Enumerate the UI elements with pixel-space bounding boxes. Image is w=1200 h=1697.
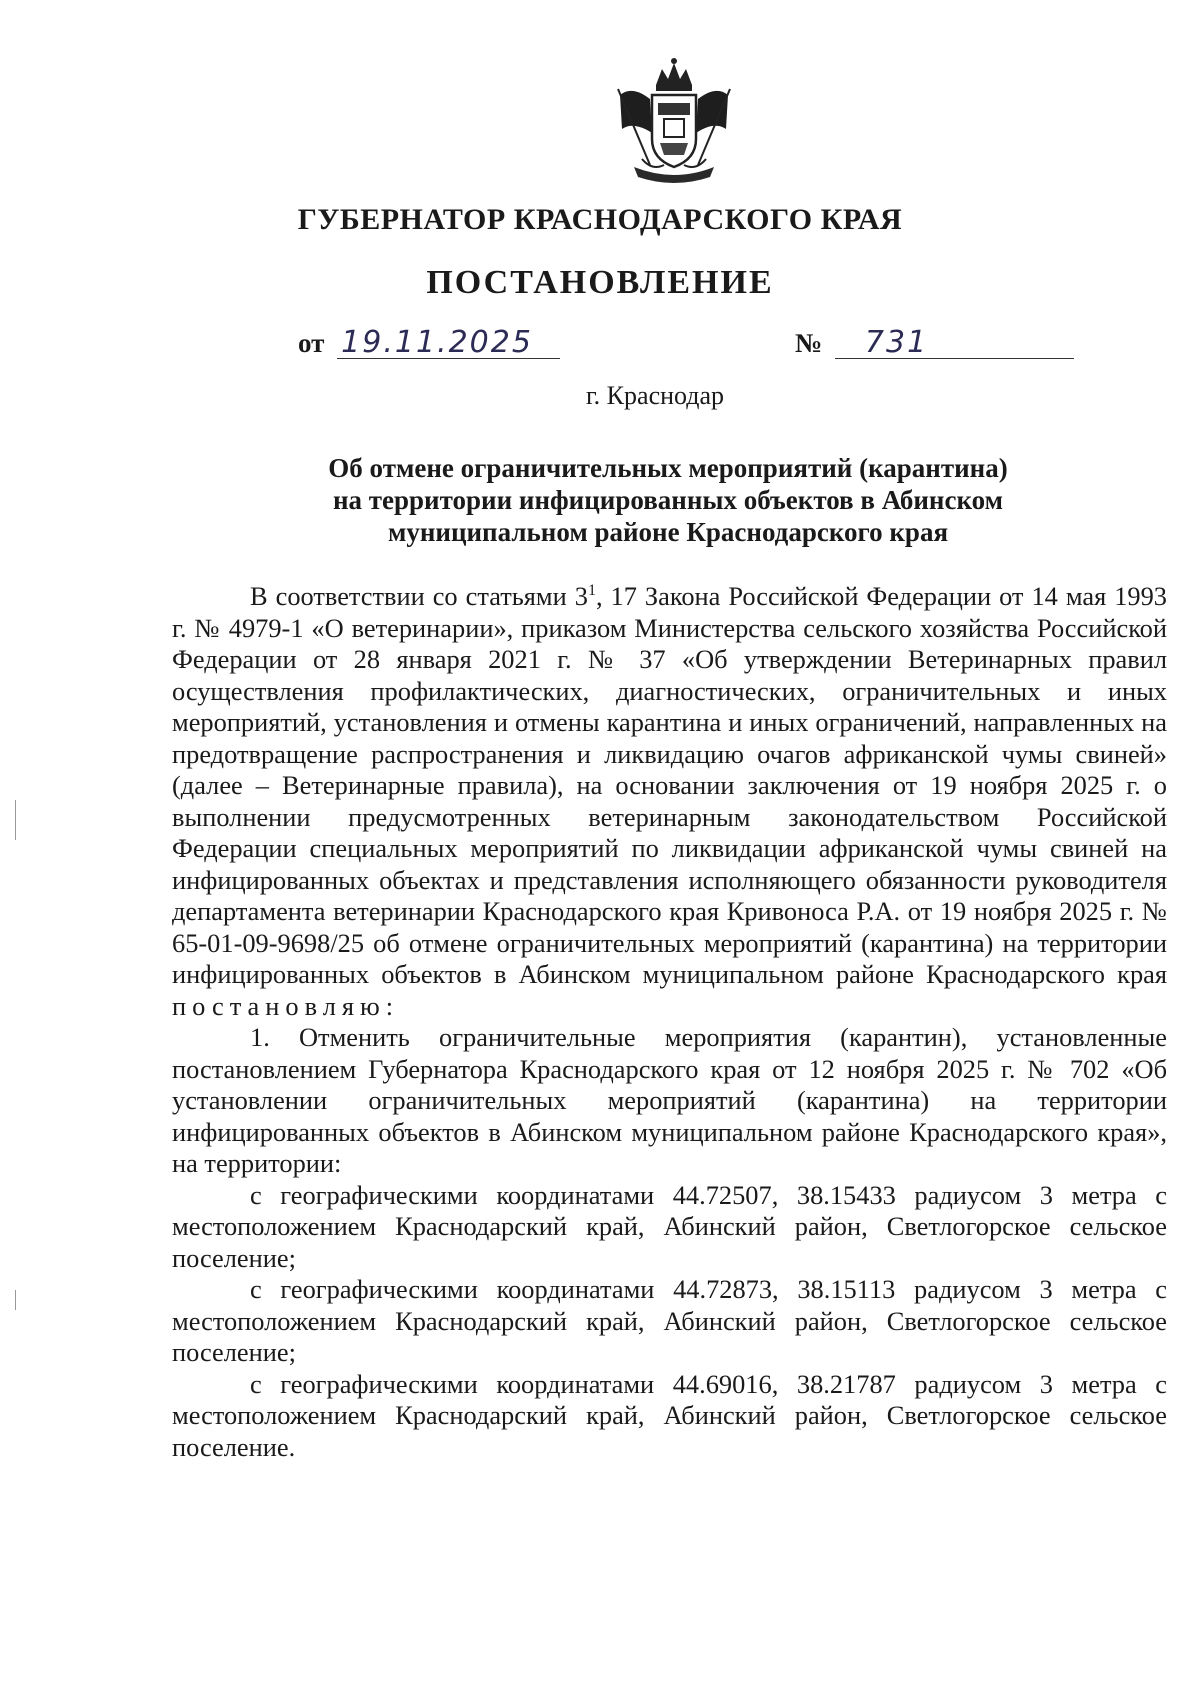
coat-of-arms-emblem	[612, 55, 736, 187]
coordinates-paragraph: с географическими координатами 44.69016, 38.21787 радиусом 3 метра с местоположением Краснодарский край, Абинский район, Светлогорское сельское поселение.	[172, 1368, 1167, 1462]
title-line: на территории инфицированных объектов в Абинском	[332, 485, 1004, 515]
preamble-paragraph	[172, 581, 1167, 1022]
preamble-text: В соответствии со статьями 3	[250, 581, 588, 611]
date-prefix: от	[298, 328, 325, 358]
scan-mark	[15, 1290, 16, 1310]
number-prefix: №	[795, 328, 823, 358]
coordinates-paragraph: с географическими координатами 44.72873, 38.15113 радиусом 3 метра с местоположением Краснодарский край, Абинский район, Светлогорское сельское поселение;	[172, 1274, 1167, 1367]
article-superscript: 1	[587, 582, 596, 600]
scan-mark	[15, 800, 16, 840]
clause-paragraph: 1. Отменить ограничительные мероприятия (карантин), установленные постановлением Губернатора Краснодарского края от 12 ноября 2025 г. № 702 «Об установлении ограничительных мероприятий (карантина) на территории инфицированных объектов в Абинском муниципальном районе Краснодарского края», на территории:	[172, 1022, 1167, 1178]
decree-word: постановляю:	[172, 990, 400, 1021]
issuing-authority: ГУБЕРНАТОР КРАСНОДАРСКОГО КРАЯ	[297, 203, 903, 236]
city: г. Краснодар	[585, 381, 725, 410]
document-type: ПОСТАНОВЛЕНИЕ	[426, 264, 774, 301]
document-date	[298, 325, 560, 360]
document-title	[250, 452, 1086, 548]
date-value: 19.11.2025	[337, 328, 560, 359]
document-body	[172, 581, 1167, 1463]
title-line: Об отмене ограничительных мероприятий (карантина)	[328, 453, 1008, 483]
document-number	[795, 325, 1074, 360]
preamble-text: , 17 Закона Российской Федерации от 14 мая 1993 г. № 4979-1 «О ветеринарии», приказом Министерства сельского хозяйства Российской Федерации от 28 января 2021 г. № 37 «Об утверждении Ветеринарных правил осуществления профилактических, диагностических, ограничительных и иных мероприятий, установления и отмены карантина и иных ограничений, направленных на предотвращение распространения и ликвидацию очагов африканской чумы свиней» (далее – Ветеринарные правила), на основании заключения от 19 ноября 2025 г. о выполнении предусмотренных ветеринарным законодательством Российской Федерации специальных мероприятий по ликвидации африканской чумы свиней на инфицированных объектах и представления исполняющего обязанности руководителя департамента ветеринарии Краснодарского края Кривоноса Р.А. от 19 ноября 2025 г. № 65-01-09-9698/25 об отмене ограничительных мероприятий (карантина) на территории инфицированных объектов в Абинском муниципальном районе Краснодарского края	[172, 581, 1167, 989]
coordinates-paragraph: с географическими координатами 44.72507, 38.15433 радиусом 3 метра с местоположением Краснодарский край, Абинский район, Светлогорское сельское поселение;	[172, 1179, 1167, 1273]
title-line: муниципальном районе Краснодарского края	[387, 517, 949, 547]
number-value: 731	[835, 328, 1074, 359]
